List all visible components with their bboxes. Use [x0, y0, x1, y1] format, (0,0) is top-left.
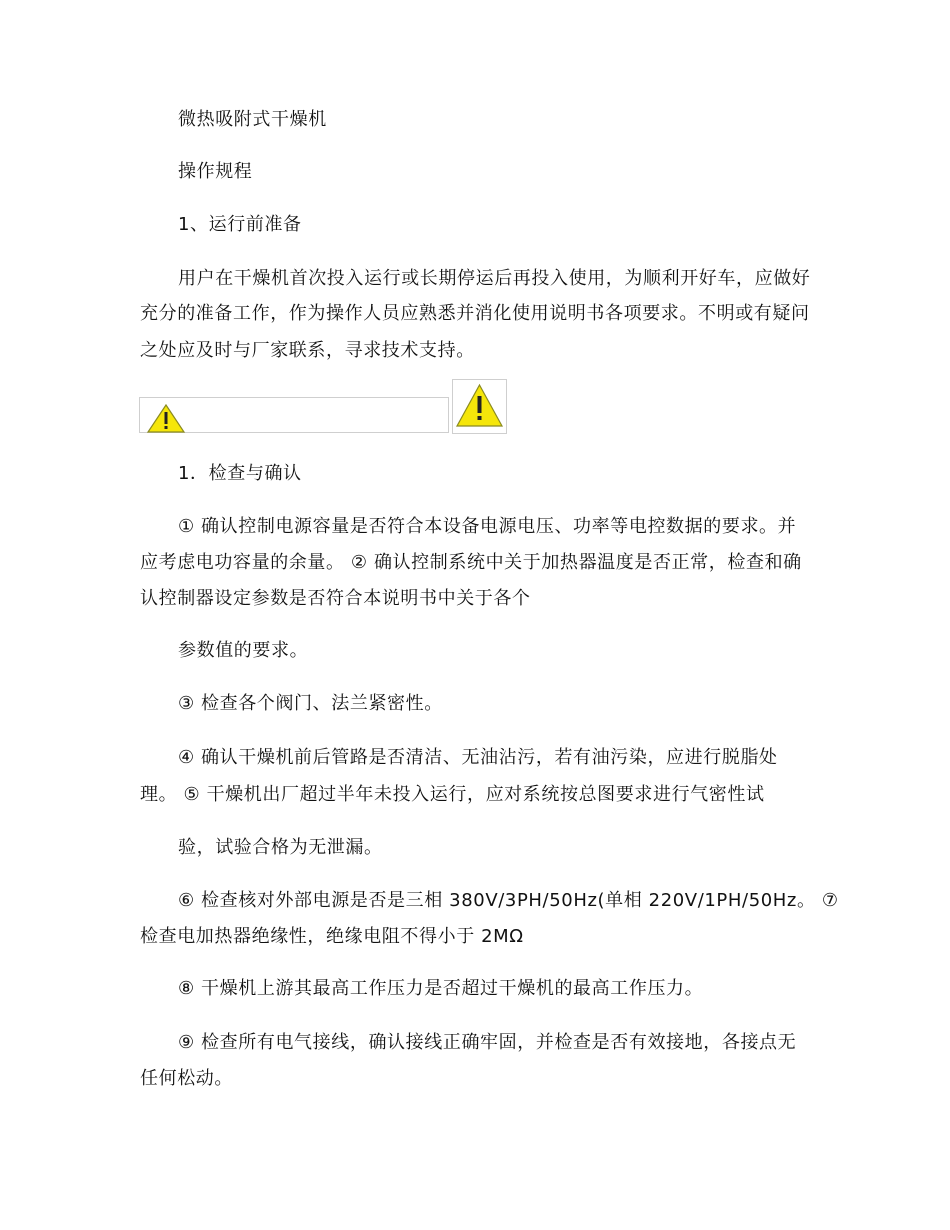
warning-triangle-icon — [146, 403, 186, 433]
document-title: 微热吸附式干燥机 — [178, 109, 327, 130]
section-heading: 1、运行前准备 — [178, 214, 302, 235]
check-heading: 1．检查与确认 — [178, 463, 302, 484]
item-line: 检查电加热器绝缘性，绝缘电阻不得小于 2MΩ — [140, 926, 524, 947]
intro-line: 充分的准备工作，作为操作人员应熟悉并消化使用说明书各项要求。不明或有疑问 — [140, 303, 810, 324]
item-line: 任何松动。 — [140, 1068, 233, 1089]
warning-banner — [139, 397, 449, 433]
item-line: 理。 ⑤ 干燥机出厂超过半年未投入运行，应对系统按总图要求进行气密性试 — [140, 784, 765, 805]
item-line: ④ 确认干燥机前后管路是否清洁、无油沾污，若有油污染，应进行脱脂处 — [178, 747, 778, 768]
item-line: 应考虑电功容量的余量。 ② 确认控制系统中关于加热器温度是否正常，检查和确 — [140, 552, 802, 573]
item-line: 验，试验合格为无泄漏。 — [178, 837, 383, 858]
warning-box — [452, 379, 507, 434]
item-line: ⑨ 检查所有电气接线，确认接线正确牢固，并检查是否有效接地，各接点无 — [178, 1032, 797, 1053]
item-line: ③ 检查各个阀门、法兰紧密性。 — [178, 693, 443, 714]
intro-line: 用户在干燥机首次投入运行或长期停运后再投入使用，为顺利开好车，应做好 — [178, 268, 811, 289]
item-line: ① 确认控制电源容量是否符合本设备电源电压、功率等电控数据的要求。并 — [178, 516, 797, 537]
item-line: ⑧ 干燥机上游其最高工作压力是否超过干燥机的最高工作压力。 — [178, 978, 704, 999]
item-line: ⑥ 检查核对外部电源是否是三相 380V/3PH/50Hz(单相 220V/1PH/50Hz。 ⑦ — [178, 890, 839, 911]
item-line: 参数值的要求。 — [178, 640, 309, 661]
warning-triangle-icon — [455, 383, 504, 429]
document-subtitle: 操作规程 — [178, 161, 253, 182]
item-line: 认控制器设定参数是否符合本说明书中关于各个 — [140, 588, 531, 609]
intro-line: 之处应及时与厂家联系，寻求技术支持。 — [140, 340, 475, 361]
